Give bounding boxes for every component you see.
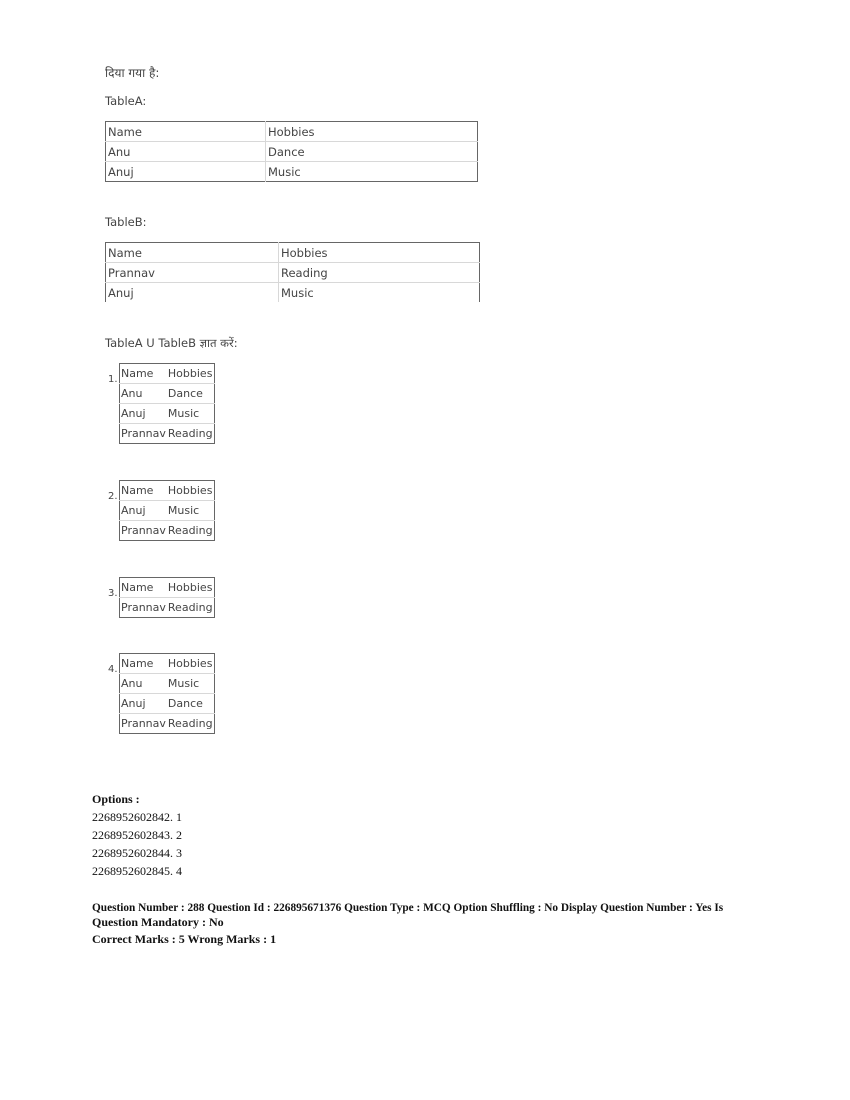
table-cell: Music [268,164,301,179]
table-cell: Dance [167,694,214,714]
table-cell: Reading [167,601,213,614]
table-cell: Anuj [106,162,266,182]
table-cell: Music [167,501,214,521]
option-item: 2268952602844. 3 [92,846,182,860]
question-meta-line2: Question Mandatory : No [92,915,224,929]
table-cell: Anuj [106,283,279,303]
table-b [105,242,480,302]
table-row [106,243,480,263]
table-cell: Anuj [120,694,167,714]
table-row [120,404,215,424]
table-cell: Reading [167,427,213,440]
choice-3-table [119,577,215,618]
choice-number: 2. [108,491,118,502]
table-cell: Name [106,243,279,263]
table-cell: Name [106,122,266,142]
table-cell: Anu [120,384,167,404]
table-row [120,384,215,404]
option-item: 2268952602843. 2 [92,828,182,842]
table-a [105,121,478,182]
choice-4-table [119,653,215,734]
table-row [106,142,478,162]
table-cell: Dance [167,384,214,404]
table-cell: Hobbies [167,654,214,674]
table-cell: Prannav [121,427,166,440]
table-cell: Reading [167,524,213,537]
table-row [106,283,480,303]
table-row [106,122,478,142]
intro-text: दिया गया है: [105,66,160,80]
table-cell: Name [120,481,167,501]
table-row [120,501,215,521]
question-text: TableA U TableB ज्ञात करें: [105,336,238,350]
table-row [120,424,215,444]
table-cell: Hobbies [266,122,478,142]
table-row [106,263,480,283]
table-row [106,162,478,182]
choice-1-table [119,363,215,444]
table-cell: Dance [266,142,478,162]
table-b-label: TableB: [105,215,147,229]
choice-number: 4. [108,664,118,675]
question-meta-line1: Question Number : 288 Question Id : 226895671376 Question Type : MCQ Option Shuffling : No Display Question Number : Yes Is [92,902,724,914]
table-row [120,694,215,714]
table-cell: Hobbies [167,578,214,598]
option-item: 2268952602845. 4 [92,864,182,878]
options-heading: Options : [92,792,140,806]
table-row [120,481,215,501]
table-cell: Reading [279,263,480,283]
table-cell: Anu [106,142,266,162]
table-cell: Anuj [120,404,167,424]
table-row [120,674,215,694]
table-cell: Anuj [120,501,167,521]
table-cell: Music [167,404,214,424]
choice-number: 3. [108,588,118,599]
table-a-label: TableA: [105,94,147,108]
table-cell: Name [120,578,167,598]
table-cell: Name [120,364,167,384]
table-cell: Hobbies [167,481,214,501]
table-cell: Anu [120,674,167,694]
table-cell: Prannav [121,524,166,537]
table-row [120,578,215,598]
table-row [120,714,215,734]
choice-2-table [119,480,215,541]
table-cell: Hobbies [279,243,480,263]
table-cell: Prannav [121,717,166,730]
table-cell: Name [120,654,167,674]
option-item: 2268952602842. 1 [92,810,182,824]
table-cell: Music [167,674,214,694]
question-marks: Correct Marks : 5 Wrong Marks : 1 [92,932,277,946]
table-cell: Reading [167,717,213,730]
table-row [120,598,215,618]
table-cell: Prannav [121,601,166,614]
table-row [120,521,215,541]
table-cell: Hobbies [167,364,214,384]
table-cell: Music [281,285,314,300]
table-row [120,364,215,384]
table-row [120,654,215,674]
table-cell: Prannav [106,263,279,283]
choice-number: 1. [108,374,118,385]
